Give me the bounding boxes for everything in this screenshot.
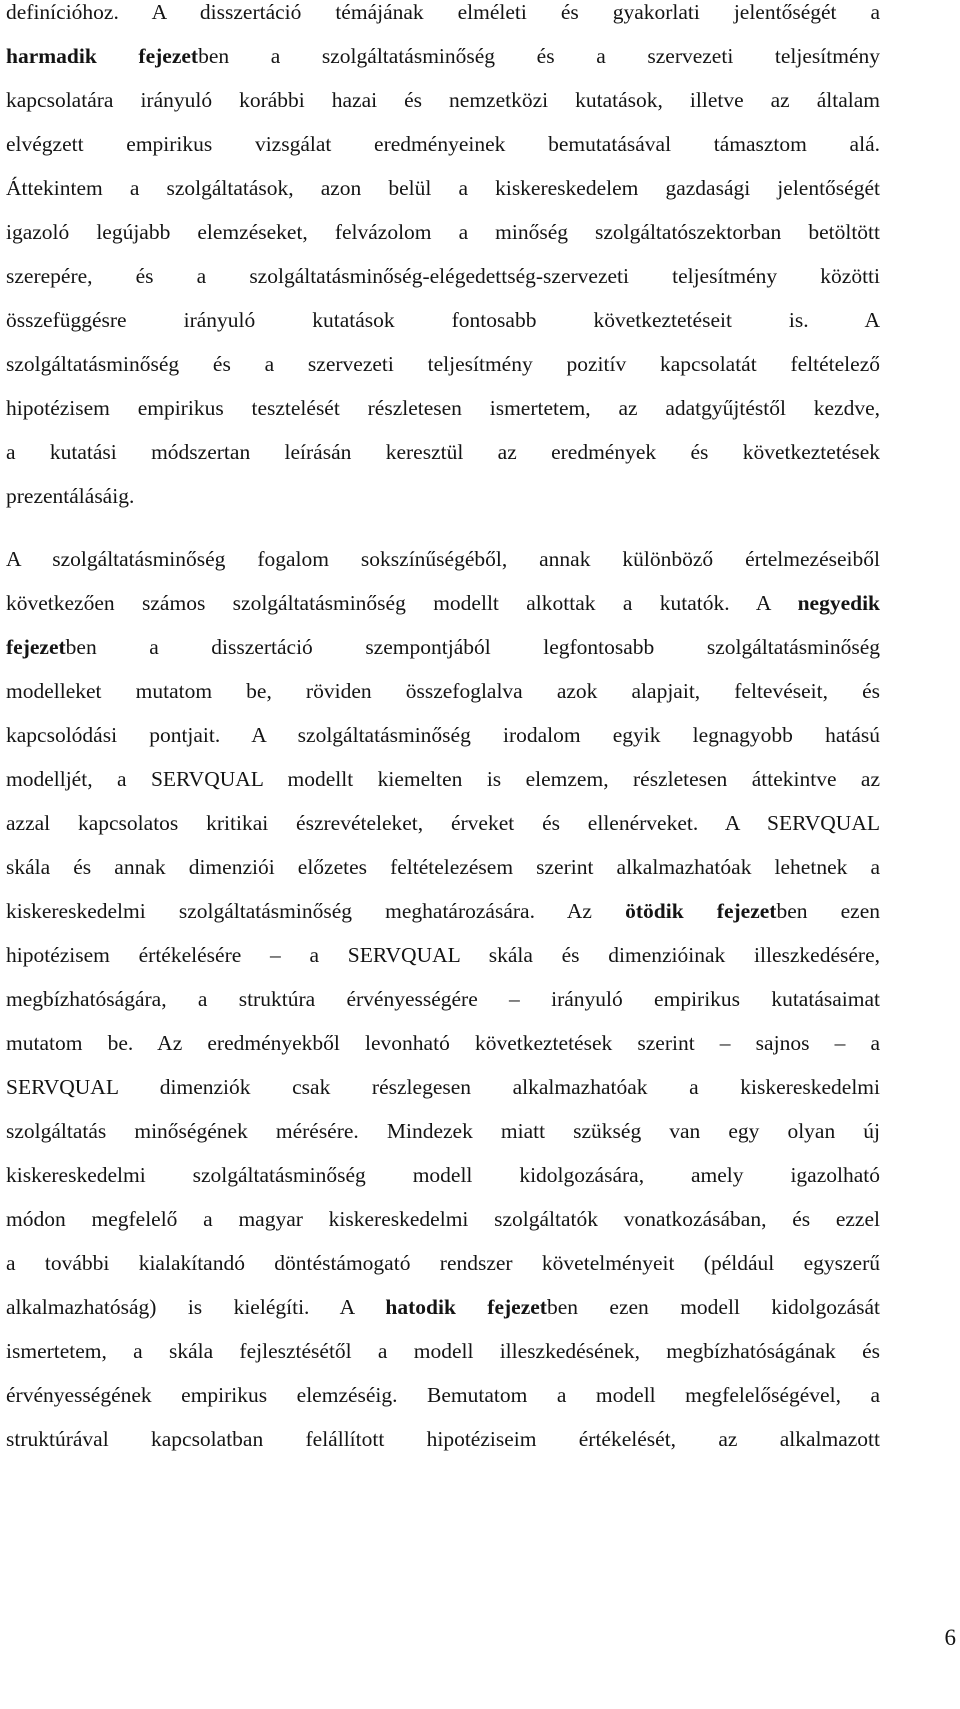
text-line: modelljét, a SERVQUAL modellt kiemelten is elemzem, részletesen áttekintve az [6,767,880,791]
text-line: megbízhatóságára, a struktúra érvényességére – irányuló empirikus kutatásaimat [6,987,880,1011]
text-line: A szolgáltatásminőség fogalom sokszínűségéből, annak különböző értelmezéseiből [6,547,880,571]
text-line: fejezetben a disszertáció szempontjából legfontosabb szolgáltatásminőség [6,635,880,659]
text-line: igazoló legújabb elemzéseket, felvázolom a minőség szolgáltatószektorban betöltött [6,220,880,244]
text-line: ismertetem, a skála fejlesztésétől a modell illeszkedésének, megbízhatóságának és [6,1339,880,1363]
text-line: érvényességének empirikus elemzéséig. Bemutatom a modell megfelelőségével, a [6,1383,880,1407]
text-line: elvégzett empirikus vizsgálat eredményeinek bemutatásával támasztom alá. [6,132,880,156]
text-line: prezentálásáig. [6,484,135,508]
text-line: struktúrával kapcsolatban felállított hipotéziseim értékelését, az alkalmazott [6,1427,880,1451]
text-line: azzal kapcsolatos kritikai észrevételeket, érveket és ellenérveket. A SERVQUAL [6,811,880,835]
text-line: kiskereskedelmi szolgáltatásminőség meghatározására. Az ötödik fejezetben ezen [6,899,881,923]
text-line: következően számos szolgáltatásminőség modellt alkottak a kutatók. A negyedik [6,591,880,615]
text-line: harmadik fejezetben a szolgáltatásminőség és a szervezeti teljesítmény [6,44,881,68]
text-line: összefüggésre irányuló kutatások fontosabb következtetéseit is. A [6,308,880,332]
text-line: hipotézisem empirikus tesztelését részletesen ismertetem, az adatgyűjtéstől kezdve, [6,396,880,420]
text-line: SERVQUAL dimenziók csak részlegesen alkalmazhatóak a kiskereskedelmi [6,1075,880,1099]
text-line: skála és annak dimenziói előzetes feltételezésem szerint alkalmazhatóak lehetnek a [6,855,880,879]
text-line: a kutatási módszertan leírásán keresztül az eredmények és következtetések [6,440,880,464]
text-line: Áttekintem a szolgáltatások, azon belül a kiskereskedelem gazdasági jelentőségét [6,176,880,200]
text-line: a további kialakítandó döntéstámogató rendszer követelményeit (például egyszerű [6,1251,880,1275]
text-line: szolgáltatásminőség és a szervezeti teljesítmény pozitív kapcsolatát feltételező [6,352,880,376]
text-line: szolgáltatás minőségének mérésére. Mindezek miatt szükség van egy olyan új [6,1119,880,1143]
text-line: módon megfelelő a magyar kiskereskedelmi szolgáltatók vonatkozásában, és ezzel [6,1207,880,1231]
text-line: definícióhoz. A disszertáció témájának elméleti és gyakorlati jelentőségét a [6,0,880,24]
text-line: kapcsolódási pontjait. A szolgáltatásminőség irodalom egyik legnagyobb hatású [6,723,880,747]
page-number: 6 [944,1625,956,1650]
text-line: mutatom be. Az eredményekből levonható következtetések szerint – sajnos – a [6,1031,880,1055]
text-line: szerepére, és a szolgáltatásminőség-elégedettség-szervezeti teljesítmény közötti [6,264,880,288]
text-line: alkalmazhatóság) is kielégíti. A hatodik fejezetben ezen modell kidolgozását [6,1295,880,1319]
text-line: kiskereskedelmi szolgáltatásminőség modell kidolgozására, amely igazolható [6,1163,880,1187]
text-line: hipotézisem értékelésére – a SERVQUAL skála és dimenzióinak illeszkedésére, [6,943,880,967]
text-line: modelleket mutatom be, röviden összefoglalva azok alapjait, feltevéseit, és [6,679,880,703]
text-line: kapcsolatára irányuló korábbi hazai és nemzetközi kutatások, illetve az általam [6,88,880,112]
